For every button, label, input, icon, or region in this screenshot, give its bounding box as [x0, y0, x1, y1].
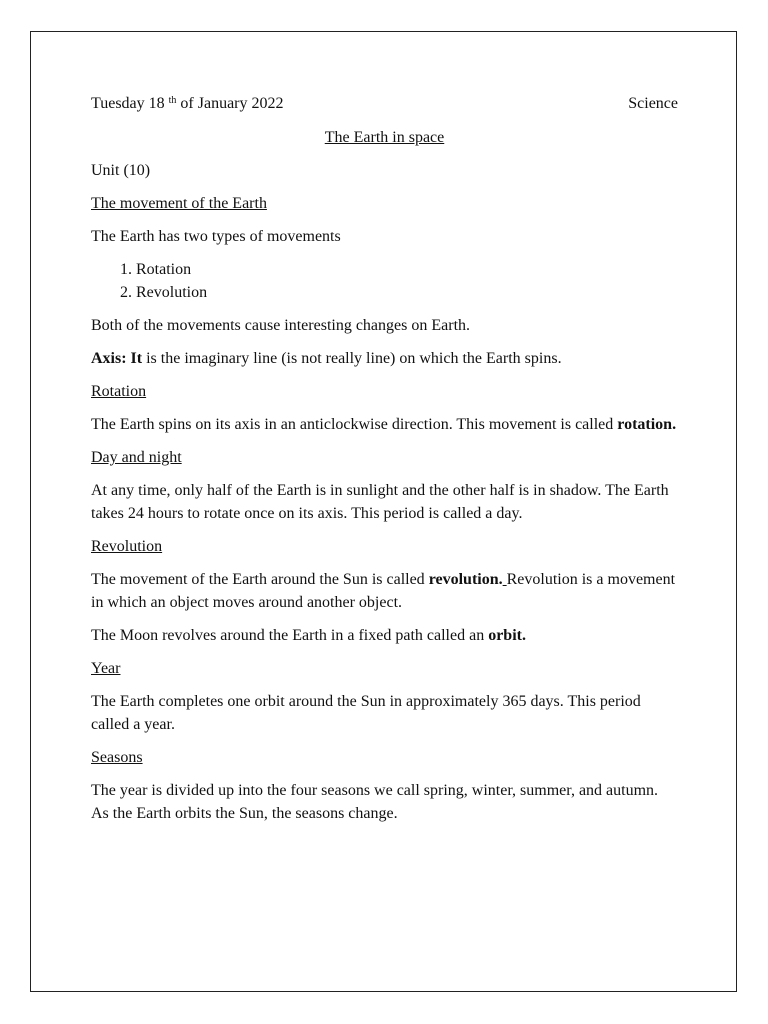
movements-list — [91, 258, 678, 304]
list-item: 2. Revolution — [136, 281, 678, 304]
date-superscript: th — [168, 95, 177, 106]
rotation-term: rotation. — [617, 416, 677, 433]
revolution-text: The movement of the Earth around the Sun is called revolution. Revolution is a movement in which an object moves around another object. — [91, 571, 676, 611]
page-title: The Earth in space — [324, 129, 445, 146]
moon-text: The Moon revolves around the Earth in a fixed path called an orbit. — [91, 627, 526, 644]
heading-seasons: Seasons — [91, 749, 143, 766]
rotation-text: The Earth spins on its axis in an anticlockwise direction. This movement is called rotation. — [91, 416, 677, 433]
heading-movement: The movement of the Earth — [91, 195, 267, 212]
heading-day-night: Day and night — [91, 449, 182, 466]
seasons-text: The year is divided up into the four seasons we call spring, winter, summer, and autumn. As the Earth orbits the Sun, the seasons change. — [91, 782, 659, 822]
header-row — [91, 92, 678, 115]
unit-label: Unit (10) — [91, 162, 151, 179]
intro-text: The Earth has two types of movements — [91, 228, 341, 245]
heading-rotation: Rotation — [91, 383, 147, 400]
document-content — [91, 92, 678, 825]
document-page — [30, 31, 737, 992]
axis-term: Axis: It — [91, 350, 143, 367]
orbit-term: orbit. — [488, 627, 526, 644]
subject-label: Science — [628, 95, 678, 112]
revolution-term: revolution. — [428, 571, 503, 588]
axis-definition: Axis: It is the imaginary line (is not really line) on which the Earth spins. — [91, 350, 562, 367]
day-night-text: At any time, only half of the Earth is in sunlight and the other half is in shadow. The Earth takes 24 hours to rotate once on its axis. This period is called a day. — [91, 482, 669, 522]
date-line: Tuesday 18 $^{th}$ of January 2022 — [91, 95, 284, 112]
heading-revolution: Revolution — [91, 538, 163, 555]
year-text: The Earth completes one orbit around the Sun in approximately 365 days. This period called a year. — [91, 693, 641, 733]
heading-year: Year — [91, 660, 121, 677]
list-item: 1. Rotation — [136, 258, 678, 281]
both-text: Both of the movements cause interesting changes on Earth. — [91, 317, 471, 334]
